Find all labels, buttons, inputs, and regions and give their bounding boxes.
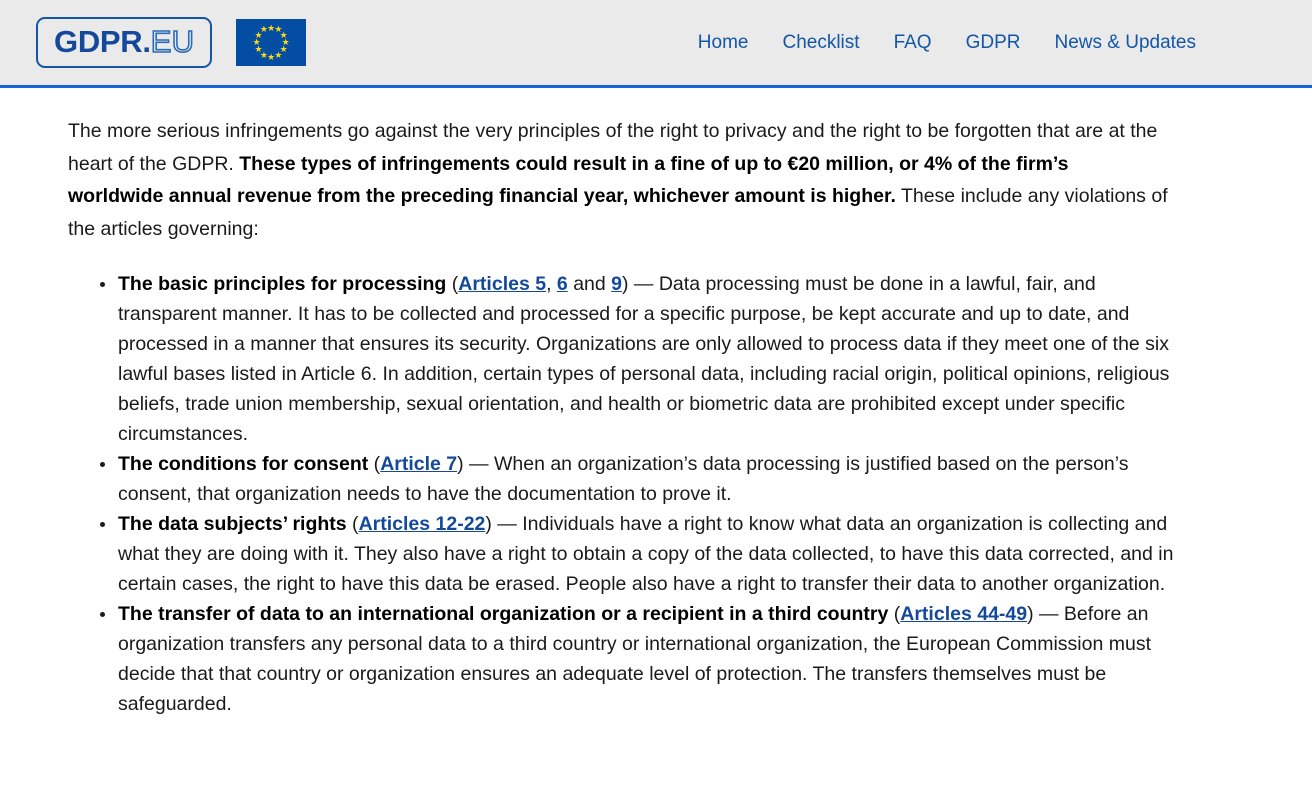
violation-term: The conditions for consent <box>118 453 369 475</box>
violation-term: The data subjects’ rights <box>118 513 347 535</box>
flag-star-icon: ★ <box>259 24 268 35</box>
main-navigation <box>698 32 1196 54</box>
article-reference-link[interactable]: Articles 12-22 <box>358 513 486 535</box>
logo-primary-text: GDPR. <box>54 24 151 59</box>
lead-paragraph-part1: The more serious infringements go against the very principles of the right to privacy and the right to be forgotten that are at the heart of the GDPR. <box>68 120 1158 175</box>
violation-description: — Data processing must be done in a lawful, fair, and transparent manner. It has to be collected and processed for a specific purpose, be kept accurate and up to date, and processed in a manner that ensures its security. Organizations are only allowed to process data if they meet one of the six lawful bases listed in Article 6. In addition, certain types of personal data, including racial origin, political opinions, religious beliefs, trade union membership, sexual orientation, and health or biometric data are prohibited except under specific circumstances. <box>118 273 1170 445</box>
flag-star-icon: ★ <box>267 22 276 33</box>
flag-star-icon: ★ <box>267 51 276 62</box>
flag-star-icon: ★ <box>279 44 288 55</box>
nav-item-news-updates[interactable]: News & Updates <box>1054 31 1196 53</box>
nav-item-home[interactable]: Home <box>697 31 749 53</box>
article-content <box>0 88 1312 719</box>
article-reference-link[interactable]: Article 7 <box>380 453 458 475</box>
logo-secondary-text: EU <box>150 24 195 59</box>
site-header <box>0 0 1312 88</box>
violation-description: — Before an organization transfers any personal data to a third country or international organization, the European Commission must decide that that country or organization ensures an adequate level of protection. The transfers themselves must be safeguarded. <box>118 603 1151 715</box>
nav-item-gdpr[interactable]: GDPR <box>965 31 1021 53</box>
flag-star-icon: ★ <box>274 24 283 35</box>
flag-star-icon: ★ <box>259 49 268 60</box>
violation-description: — When an organization’s data processing is justified based on the person’s consent, that organization needs to have the documentation to prove it. <box>118 453 1129 505</box>
european-union-flag-icon <box>236 19 306 66</box>
violation-list-item: The conditions for consent (Article 7) — When an organization’s data processing is justified based on the person’s consent, that organization needs to have the documentation to prove it. <box>100 449 1178 509</box>
flag-star-icon: ★ <box>254 29 263 40</box>
article-reference-link[interactable]: 9 <box>611 273 623 295</box>
nav-item-faq[interactable]: FAQ <box>893 31 932 53</box>
violation-term: The basic principles for processing <box>118 273 447 295</box>
lead-paragraph-part2: These include any violations of the articles governing: <box>68 185 1168 240</box>
brand-area <box>36 17 306 68</box>
article-reference-link[interactable]: 6 <box>556 273 568 295</box>
flag-star-icon: ★ <box>252 37 261 47</box>
lead-paragraph <box>68 88 1168 245</box>
article-reference-link[interactable]: Articles 5 <box>458 273 547 295</box>
violations-list <box>68 269 1178 719</box>
flag-star-icon: ★ <box>274 49 283 60</box>
violation-list-item: The data subjects’ rights (Articles 12-22) — Individuals have a right to know what data an organization is collecting and what they are doing with it. They also have a right to obtain a copy of the data collected, to have this data corrected, and in certain cases, the right to have this data be erased. People also have a right to transfer their data to another organization. <box>100 509 1178 599</box>
gdpr-eu-logo[interactable] <box>36 17 212 68</box>
violation-list-item: The basic principles for processing (Articles 5, 6 and 9) — Data processing must be done in a lawful, fair, and transparent manner. It has to be collected and processed for a specific purpose, be kept accurate and up to date, and processed in a manner that ensures its security. Organizations are only allowed to process data if they meet one of the six lawful bases listed in Article 6. In addition, certain types of personal data, including racial origin, political opinions, religious beliefs, trade union membership, sexual orientation, and health or biometric data are prohibited except under specific circumstances. <box>100 269 1178 449</box>
nav-item-checklist[interactable]: Checklist <box>782 31 860 53</box>
violation-list-item: The transfer of data to an international organization or a recipient in a third country (Articles 44-49) — Before an organization transfers any personal data to a third country or international organization, the European Commission must decide that that country or organization ensures an adequate level of protection. The transfers themselves must be safeguarded. <box>100 599 1178 719</box>
flag-star-icon: ★ <box>281 37 290 47</box>
article-reference-link[interactable]: Articles 44-49 <box>900 603 1028 625</box>
flag-star-icon: ★ <box>279 29 288 40</box>
flag-star-icon: ★ <box>254 44 263 55</box>
violation-term: The transfer of data to an international organization or a recipient in a third country <box>118 603 889 625</box>
violation-description: — Individuals have a right to know what data an organization is collecting and what they are doing with it. They also have a right to obtain a copy of the data collected, to have this data corrected, and in certain cases, the right to have this data be erased. People also have a right to transfer their data to another organization. <box>118 513 1174 595</box>
lead-paragraph-emphasis: These types of infringements could result in a fine of up to €20 million, or 4% of the firm’s worldwide annual revenue from the preceding financial year, whichever amount is higher. <box>68 152 1069 207</box>
